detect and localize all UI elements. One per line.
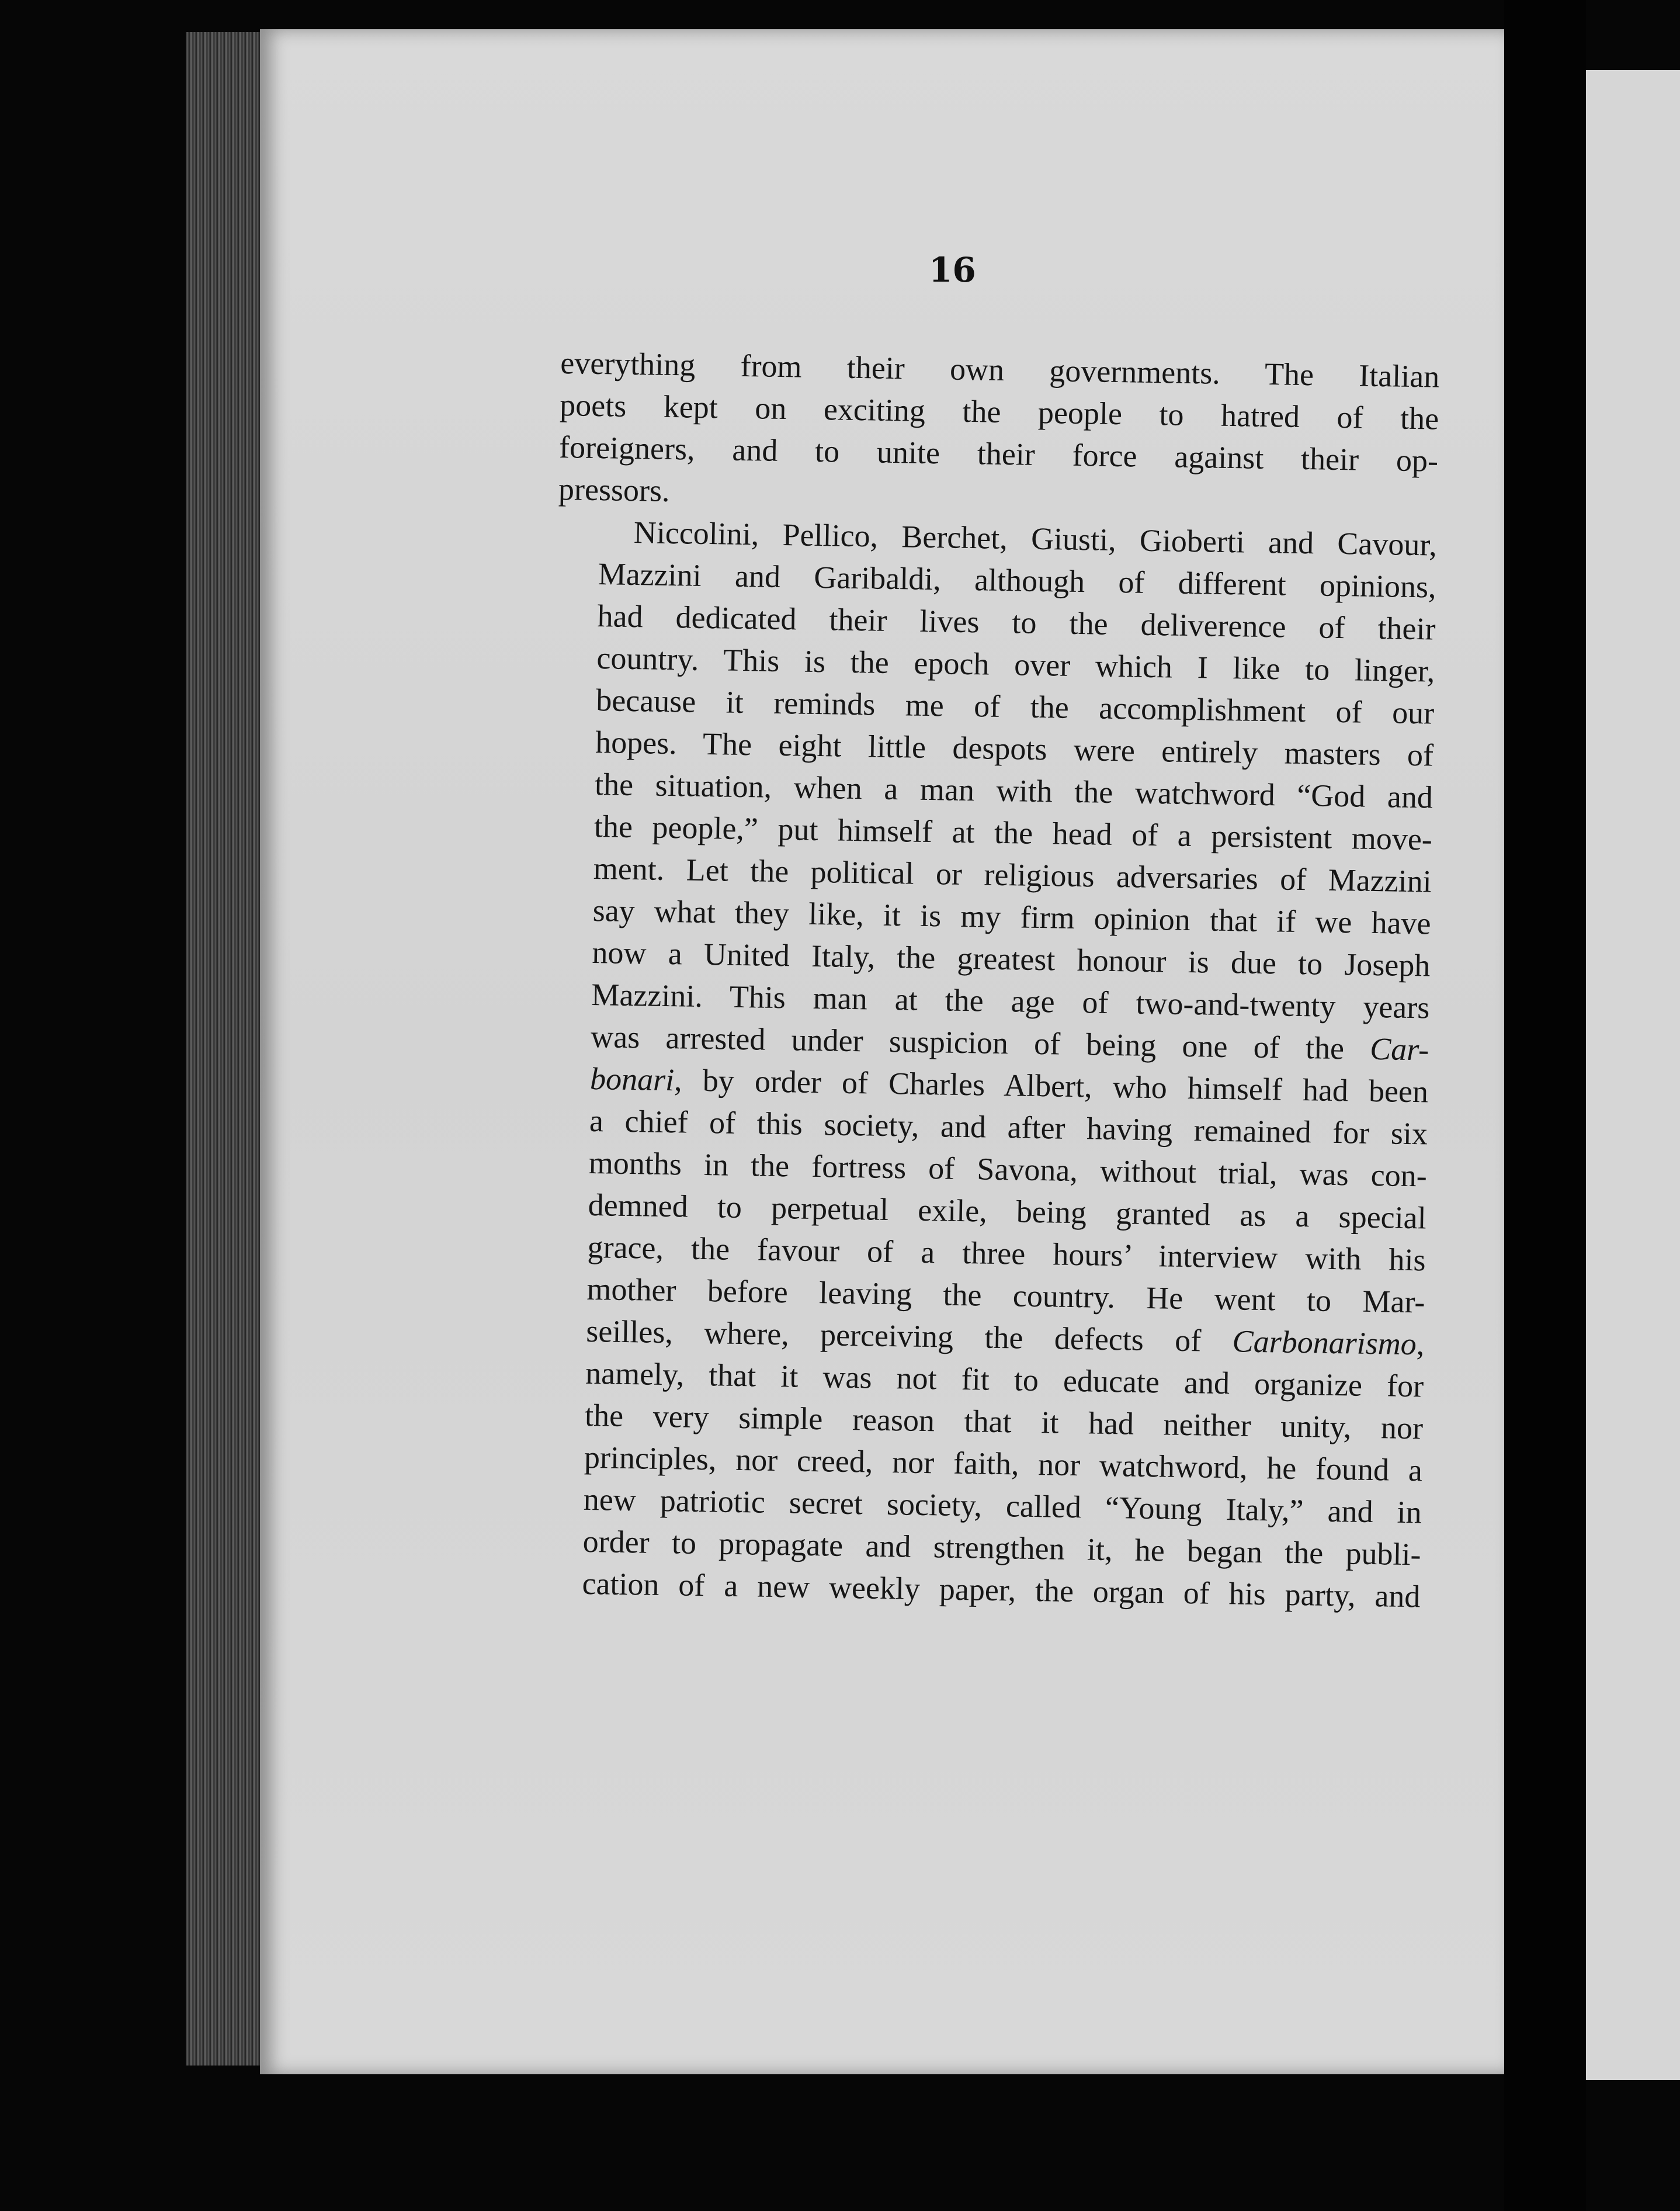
text-line: poets kept on exciting the people to hatred of the	[559, 387, 1439, 436]
text-line: now a United Italy, the greatest honour is due to Joseph	[592, 934, 1431, 983]
text-line: bonari, by order of Charles Albert, who himself had been	[589, 1061, 1429, 1110]
text-line: months in the fortress of Savona, without trial, was con-	[588, 1145, 1428, 1194]
text-line: country. This is the epoch over which I like to linger,	[596, 640, 1435, 689]
text-line: cation of a new weekly paper, the organ of his party, and	[582, 1565, 1421, 1614]
text-line: principles, nor creed, nor faith, nor watchword, he found a	[584, 1439, 1423, 1488]
text-line: because it reminds me of the accomplishment of our	[595, 682, 1435, 731]
text-line: demned to perpetual exile, being granted as a special	[588, 1187, 1427, 1236]
book-gutter	[1504, 0, 1586, 2211]
book-page-edges	[186, 32, 262, 2066]
text-line: Mazzini. This man at the age of two-and-twenty years	[591, 976, 1430, 1025]
text-line: foreigners, and to unite their force against their op-	[558, 429, 1439, 479]
text-line: Niccolini, Pellico, Berchet, Giusti, Gioberti and Cavour,	[633, 515, 1438, 563]
text-line: had dedicated their lives to the deliverence of their	[597, 598, 1436, 647]
page-number: 16	[929, 250, 976, 290]
text-line: seilles, where, perceiving the defects of Carbonarismo,	[585, 1313, 1425, 1362]
text-line: pressors.	[558, 471, 670, 508]
text-line: a chief of this society, and after having remained for six	[589, 1103, 1428, 1152]
text-line: ment. Let the political or religious adversaries of Mazzini	[593, 850, 1432, 899]
text-line: the people,” put himself at the head of a persistent move-	[593, 809, 1433, 857]
text-line: order to propagate and strengthen it, he began the publi-	[582, 1523, 1422, 1572]
text-line: namely, that it was not fit to educate and organize for	[585, 1355, 1424, 1404]
adjacent-page-edge	[1586, 70, 1680, 2080]
text-line: say what they like, it is my firm opinion that if we have	[592, 892, 1432, 941]
text-line: everything from their own governments. The Italian	[560, 345, 1440, 394]
text-line: mother before leaving the country. He went to Mar-	[586, 1271, 1425, 1320]
text-line: new patriotic secret society, called “Young Italy,” and in	[583, 1481, 1422, 1530]
body-text	[541, 342, 1440, 1617]
text-line: grace, the favour of a three hours’ interview with his	[587, 1229, 1426, 1278]
text-line: Mazzini and Garibaldi, although of different opinions,	[598, 556, 1437, 605]
text-line: was arrested under suspicion of being one of the Car-	[590, 1018, 1429, 1068]
text-line: hopes. The eight little despots were entirely masters of	[595, 725, 1434, 773]
text-line: the very simple reason that it had neither unity, nor	[584, 1397, 1424, 1446]
paragraph-2	[541, 510, 1437, 1617]
paragraph-1	[558, 342, 1439, 524]
text-line: the situation, when a man with the watchword “God and	[594, 767, 1433, 815]
